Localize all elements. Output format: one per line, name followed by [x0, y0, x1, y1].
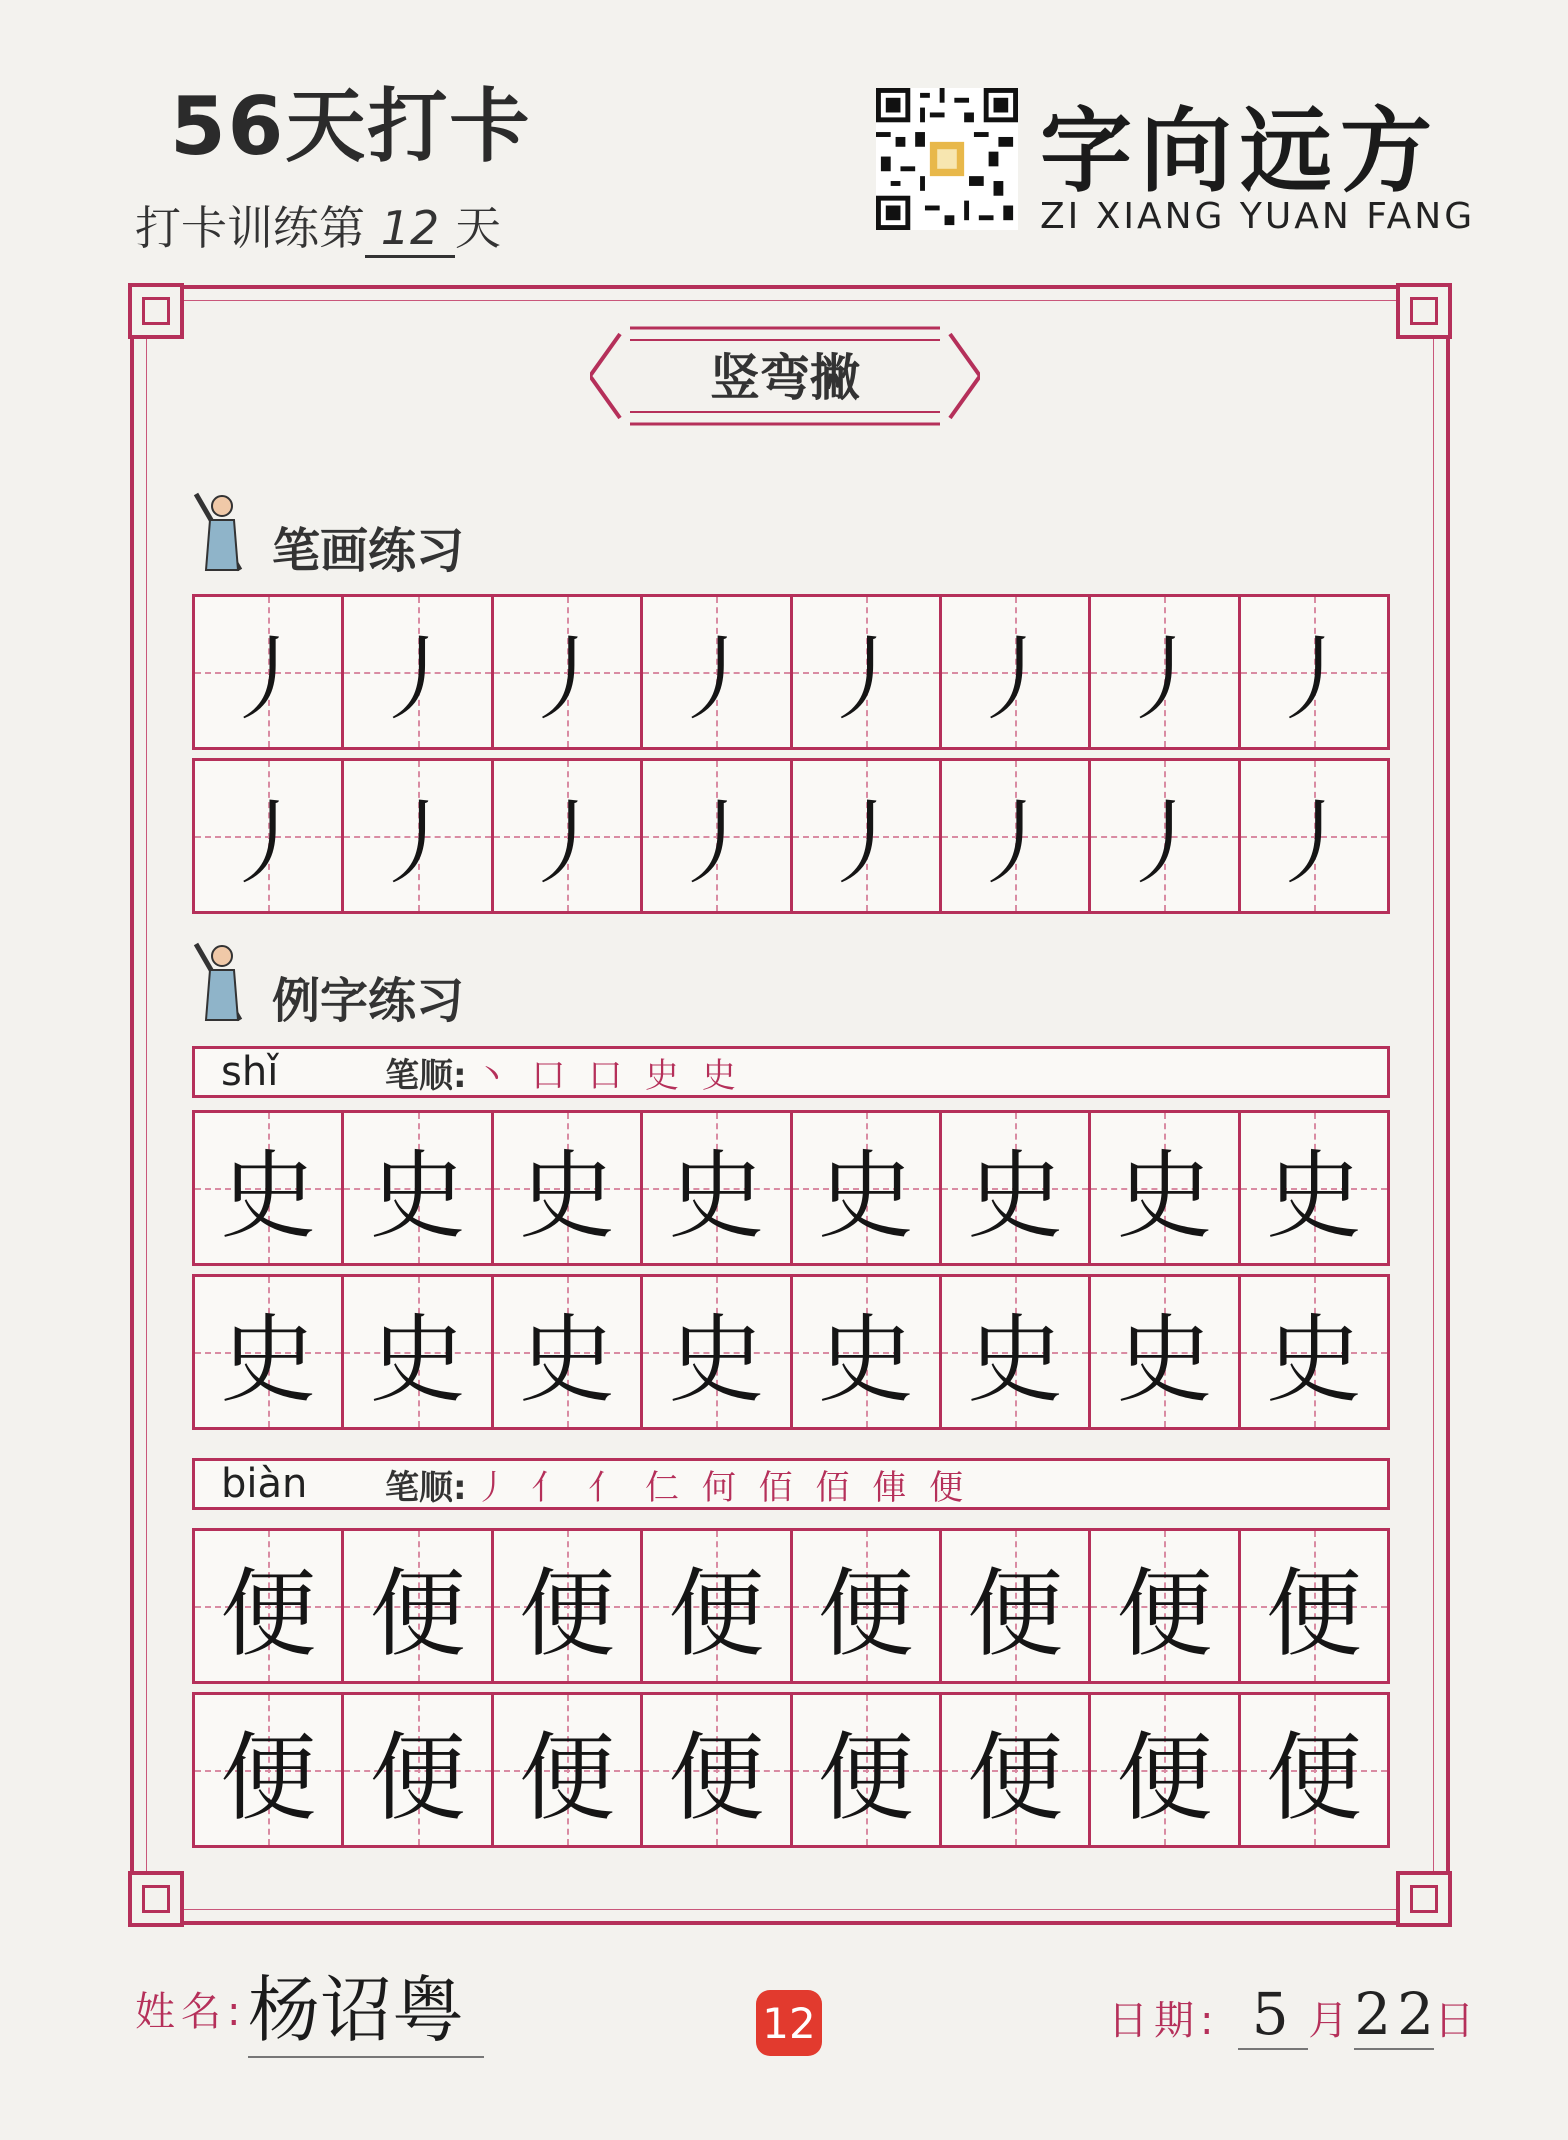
grid-cell: [1241, 1531, 1387, 1681]
grid-cell: [344, 761, 493, 911]
practice-stroke: 丿: [670, 790, 763, 897]
practice-char: 便: [1116, 1557, 1213, 1670]
grid-cell: [195, 1113, 344, 1263]
practice-char: 史: [1265, 1139, 1362, 1252]
practice-char: 便: [518, 1557, 615, 1670]
grid-cell: [195, 597, 344, 747]
stroke-practice-row: [192, 594, 1390, 750]
practice-char: 便: [220, 1557, 317, 1670]
grid-cell: [643, 761, 792, 911]
grid-cell: [195, 761, 344, 911]
grid-cell: [195, 1531, 344, 1681]
practice-stroke: 丿: [819, 626, 912, 733]
scholar-figure-icon: [190, 940, 246, 1028]
grid-cell: [643, 1277, 792, 1427]
section-heading-strokes: 笔画练习: [272, 523, 465, 579]
practice-stroke: 丿: [1118, 626, 1211, 733]
practice-char: 史: [518, 1303, 615, 1416]
grid-cell: [1091, 1277, 1240, 1427]
day-number: 12: [365, 201, 455, 258]
practice-stroke: 丿: [222, 626, 315, 733]
date-day: 22: [1354, 1980, 1441, 2048]
practice-stroke: 丿: [520, 790, 613, 897]
practice-char: 史: [369, 1303, 466, 1416]
practice-char: 史: [668, 1303, 765, 1416]
practice-char: 史: [518, 1139, 615, 1252]
practice-char: 便: [668, 1557, 765, 1670]
practice-char: 史: [817, 1303, 914, 1416]
grid-cell: [344, 597, 493, 747]
practice-char: 便: [518, 1721, 615, 1834]
practice-char: 便: [1116, 1721, 1213, 1834]
practice-stroke: 丿: [969, 790, 1062, 897]
practice-char: 史: [369, 1139, 466, 1252]
grid-cell: [1091, 1531, 1240, 1681]
practice-stroke: 丿: [371, 790, 464, 897]
practice-char: 便: [1265, 1721, 1362, 1834]
practice-char: 史: [220, 1303, 317, 1416]
grid-cell: [344, 1277, 493, 1427]
practice-stroke: 丿: [222, 790, 315, 897]
grid-cell: [195, 1695, 344, 1845]
practice-char: 史: [967, 1139, 1064, 1252]
grid-cell: [1241, 761, 1387, 911]
grid-cell: [195, 1277, 344, 1427]
name-label: 姓名:: [135, 1989, 247, 2035]
grid-cell: [494, 1531, 643, 1681]
grid-cell: [793, 1113, 942, 1263]
grid-cell: [1091, 597, 1240, 747]
practice-stroke: 丿: [969, 626, 1062, 733]
grid-cell: [344, 1531, 493, 1681]
grid-cell: [494, 1113, 643, 1263]
brand-logo-text: 字向远方: [1040, 97, 1441, 205]
scholar-figure-icon: [190, 490, 246, 578]
grid-cell: [643, 1113, 792, 1263]
practice-char: 便: [817, 1557, 914, 1670]
page-number-badge: 12: [756, 1990, 822, 2056]
pinyin-label: biàn: [221, 1461, 308, 1507]
practice-stroke: 丿: [520, 626, 613, 733]
char-practice-row: [192, 1274, 1390, 1430]
practice-stroke: 丿: [819, 790, 912, 897]
brand-subtitle: ZI XIANG YUAN FANG: [1040, 196, 1476, 237]
grid-cell: [942, 1113, 1091, 1263]
grid-cell: [1091, 1113, 1240, 1263]
practice-char: 便: [369, 1557, 466, 1670]
grid-cell: [1241, 1277, 1387, 1427]
grid-cell: [344, 1113, 493, 1263]
stroke-order-label: 笔顺:: [385, 1467, 467, 1508]
grid-cell: [643, 1531, 792, 1681]
practice-char: 史: [817, 1139, 914, 1252]
date-month: 5: [1238, 1980, 1308, 2050]
practice-char: 便: [220, 1721, 317, 1834]
practice-stroke: 丿: [371, 626, 464, 733]
char-practice-row: [192, 1692, 1390, 1848]
frame-corner-ornament: [128, 1871, 184, 1927]
grid-cell: [793, 1695, 942, 1845]
grid-cell: [942, 761, 1091, 911]
stroke-order-sequence: 丶 口 口 史 史: [474, 1055, 742, 1096]
char-practice-row: [192, 1110, 1390, 1266]
stroke-order-label: 笔顺:: [385, 1055, 467, 1096]
grid-cell: [494, 761, 643, 911]
practice-char: 便: [668, 1721, 765, 1834]
practice-stroke: 丿: [1118, 790, 1211, 897]
grid-cell: [643, 1695, 792, 1845]
date-label: 日期:: [1108, 1998, 1220, 2044]
grid-cell: [942, 1531, 1091, 1681]
grid-cell: [793, 761, 942, 911]
grid-cell: [1241, 1695, 1387, 1845]
practice-stroke: 丿: [1267, 626, 1360, 733]
name-value: 杨诏粤: [248, 1952, 484, 2058]
practice-stroke: 丿: [670, 626, 763, 733]
frame-corner-ornament: [1396, 1871, 1452, 1927]
practice-char: 便: [369, 1721, 466, 1834]
day-suffix: 天: [455, 201, 501, 255]
qr-code-icon: [876, 88, 1018, 230]
pinyin-label: shǐ: [221, 1049, 279, 1095]
grid-cell: [942, 597, 1091, 747]
grid-cell: [1241, 597, 1387, 747]
month-unit: 月: [1308, 1998, 1355, 2044]
checkin-day-line: [135, 192, 501, 258]
grid-cell: [793, 597, 942, 747]
stroke-practice-row: [192, 758, 1390, 914]
grid-cell: [494, 597, 643, 747]
day-prefix: 打卡训练第: [135, 201, 365, 255]
grid-cell: [793, 1531, 942, 1681]
section-heading-examples: 例字练习: [272, 973, 465, 1029]
grid-cell: [1091, 761, 1240, 911]
frame-corner-ornament: [128, 283, 184, 339]
example-info-row: [192, 1458, 1390, 1510]
practice-char: 便: [817, 1721, 914, 1834]
practice-char: 史: [1265, 1303, 1362, 1416]
grid-cell: [942, 1695, 1091, 1845]
page-title: 56天打卡: [170, 80, 532, 173]
grid-cell: [494, 1277, 643, 1427]
practice-char: 便: [967, 1721, 1064, 1834]
practice-char: 便: [1265, 1557, 1362, 1670]
grid-cell: [942, 1277, 1091, 1427]
practice-char: 史: [220, 1139, 317, 1252]
practice-char: 史: [1116, 1303, 1213, 1416]
grid-cell: [793, 1277, 942, 1427]
practice-stroke: 丿: [1267, 790, 1360, 897]
practice-char: 史: [1116, 1139, 1213, 1252]
practice-char: 史: [967, 1303, 1064, 1416]
grid-cell: [1091, 1695, 1240, 1845]
char-practice-row: [192, 1528, 1390, 1684]
day-unit: 日: [1434, 1998, 1481, 2044]
practice-char: 便: [967, 1557, 1064, 1670]
grid-cell: [344, 1695, 493, 1845]
practice-char: 史: [668, 1139, 765, 1252]
grid-cell: [494, 1695, 643, 1845]
stroke-order-sequence: 丿 亻 亻 仁 何 佰 佰 俥 便: [474, 1467, 970, 1508]
stroke-name: 竖弯撇: [710, 349, 860, 407]
grid-cell: [643, 597, 792, 747]
example-info-row: [192, 1046, 1390, 1098]
frame-corner-ornament: [1396, 283, 1452, 339]
date-field: [1108, 1980, 1480, 2050]
grid-cell: [1241, 1113, 1387, 1263]
